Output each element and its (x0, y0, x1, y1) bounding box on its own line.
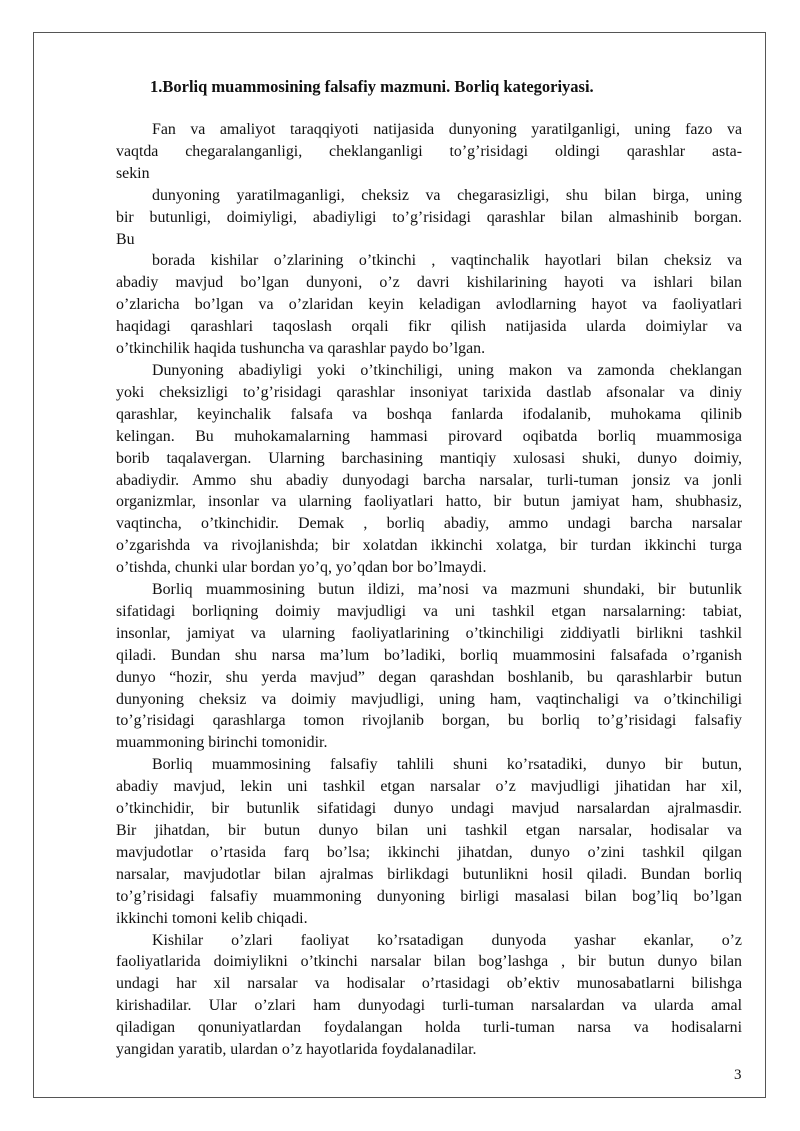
text-line: insonlar, jamiyat va ularning faoliyatlarining o’tkinchiligi ziddiyatli birlikni tashkil (116, 624, 742, 642)
text-line: vaqtincha, o’tkinchidir. Demak , borliq abadiy, ammo undagi barcha narsalar (116, 515, 742, 533)
text-line: sifatidagi borliqning doimiy mavjudligi va uni tashkil etgan narsalarning: tabiat, (116, 602, 742, 620)
text-line: yoki cheksizligi to’g’risidagi qarashlar insoniyat tarixida dastlab afsonalar va diniy (116, 383, 742, 401)
text-line: Kishilar o’zlari faoliyat ko’rsatadigan dunyoda yashar ekanlar, o’z (152, 931, 742, 949)
text-line: sekin (116, 164, 150, 182)
text-line: o’zgarishda va rivojlanishda; bir xolatdan ikkinchi xolatga, bir turdan ikkinchi turga (116, 537, 742, 555)
text-line: qarashlar, keyinchalik falsafa va boshqa fanlarda ifodalanib, muhokama qilinib (116, 405, 742, 423)
text-line: yangidan yaratib, ulardan o’z hayotlarida foydalanadilar. (116, 1041, 477, 1059)
text-line: kelingan. Bu muhokamalarning hammasi pirovard oqibatda borliq muammosiga (116, 427, 742, 445)
text-line: dunyoning yaratilmaganligi, cheksiz va chegarasizligi, shu bilan birga, uning (152, 186, 742, 204)
paragraph (116, 119, 742, 185)
document-title: 1.Borliq muammosining falsafiy mazmuni. Borliq kategoriyasi. (150, 77, 594, 96)
document-body (116, 74, 742, 1061)
text-line: borib taqalavergan. Ularning barchasining mantiqiy xulosasi shuki, dunyo doimiy, (116, 449, 742, 467)
text-line: to’g’risidagi falsafiy muammoning dunyoning birligi masalasi bilan bog’liq bo’lgan (116, 887, 742, 905)
text-line: abadiy mavjud, lekin uni tashkil etgan narsalar o’z mavjudligi jihatidan har xil, (116, 778, 742, 796)
text-line: Fan va amaliyot taraqqiyoti natijasida dunyoning yaratilganligi, uning fazo va (152, 121, 742, 138)
text-line: muammoning birinchi tomonidir. (116, 734, 328, 752)
text-line: borada kishilar o’zlarining o’tkinchi , vaqtinchalik hayotlari bilan cheksiz va (152, 252, 742, 270)
text-line: ikkinchi tomoni kelib chiqadi. (116, 909, 308, 927)
paragraph (116, 930, 742, 1061)
paragraph (116, 360, 742, 579)
text-line: faoliyatlarida doimiylikni o’tkinchi narsalar bilan bog’lashga , bir butun dunyo bilan (116, 953, 742, 971)
text-line: abadiydir. Ammo shu abadiy dunyodagi barcha narsalar, turli-tuman jonsiz va jonli (116, 471, 742, 489)
text-line: qiladigan qonuniyatlardan foydalangan holda turli-tuman narsa va hodisalarni (116, 1019, 742, 1037)
text-line: Bir jihatdan, bir butun dunyo bilan uni tashkil etgan narsalar, hodisalar va (116, 822, 742, 839)
text-line: dunyoning cheksiz va doimiy mavjudligi, uning ham, vaqtinchaligi va o’tkinchiligi (116, 690, 742, 708)
text-line: o’zlaricha bo’lgan va o’zlaridan keyin keladigan avlodlarning hayot va faoliyatlari (116, 296, 742, 314)
text-line: to’g’risidagi qarashlarga tomon rivojlanib borgan, bu borliq to’g’risidagi falsafiy (116, 712, 742, 730)
text-line: kirishadilar. Ular o’zlari ham dunyodagi turli-tuman narsalardan va ularda amal (116, 997, 742, 1015)
text-line: undagi har xil narsalar va hodisalar o’rtasidagi ob’ektiv munosabatlarni bilishga (116, 975, 742, 993)
text-line: qiladi. Bundan shu narsa ma’lum bo’ladiki, borliq muammosini falsafada o’rganish (116, 646, 742, 664)
text-line: bir butunligi, doimiyligi, abadiyligi to’g’risidagi qarashlar bilan almashinib borgan. (116, 208, 742, 226)
text-line: Dunyoning abadiyligi yoki o’tkinchiligi, uning makon va zamonda cheklangan (152, 361, 742, 379)
paragraph (116, 754, 742, 929)
text-line: Borliq muammosining butun ildizi, ma’nosi va mazmuni shundaki, bir butunlik (152, 581, 742, 599)
text-line: vaqtda chegaralanganligi, cheklanganligi to’g’risidagi oldingi qarashlar asta- (116, 142, 742, 160)
paragraph (116, 185, 742, 251)
text-line: narsalar, mavjudotlar bilan ajralmas birlikdagi butunlikni hosil qiladi. Bundan borliq (116, 865, 742, 883)
text-line: mavjudotlar o’rtasida farq bo’lsa; ikkinchi jihatdan, dunyo o’zini tashkil qilgan (116, 843, 742, 861)
paragraph (116, 579, 742, 754)
text-line: haqidagi qarashlari taqoslash orqali fikr qilish natijasida ularda doimiylar va (116, 318, 742, 336)
text-line: Borliq muammosining falsafiy tahlili shuni ko’rsatadiki, dunyo bir butun, (152, 756, 742, 774)
paragraph (116, 250, 742, 360)
paragraph-container (116, 119, 742, 1061)
text-line: o’tishda, chunki ular bordan yo’q, yo’qdan bor bo’lmaydi. (116, 559, 487, 577)
text-line: o’tkinchilik haqida tushuncha va qarashlar paydo bo’lgan. (116, 340, 486, 358)
text-line: abadiy mavjud bo’lgan dunyoni, o’z davri kishilarining hayoti va ishlari bilan (116, 274, 742, 292)
text-line: Bu (116, 230, 135, 248)
text-line: dunyo “hozir, shu yerda mavjud” degan qarashdan boshlanib, bu qarashlarbir butun (116, 668, 742, 686)
text-line: o’tkinchidir, bir butunlik sifatidagi dunyo undagi mavjud narsalardan ajralmasdir. (116, 800, 742, 818)
text-line: organizmlar, insonlar va ularning faoliyatlari hatto, bir butun jamiyat ham, shubhasiz, (116, 493, 742, 511)
page-number: 3 (734, 1067, 742, 1083)
